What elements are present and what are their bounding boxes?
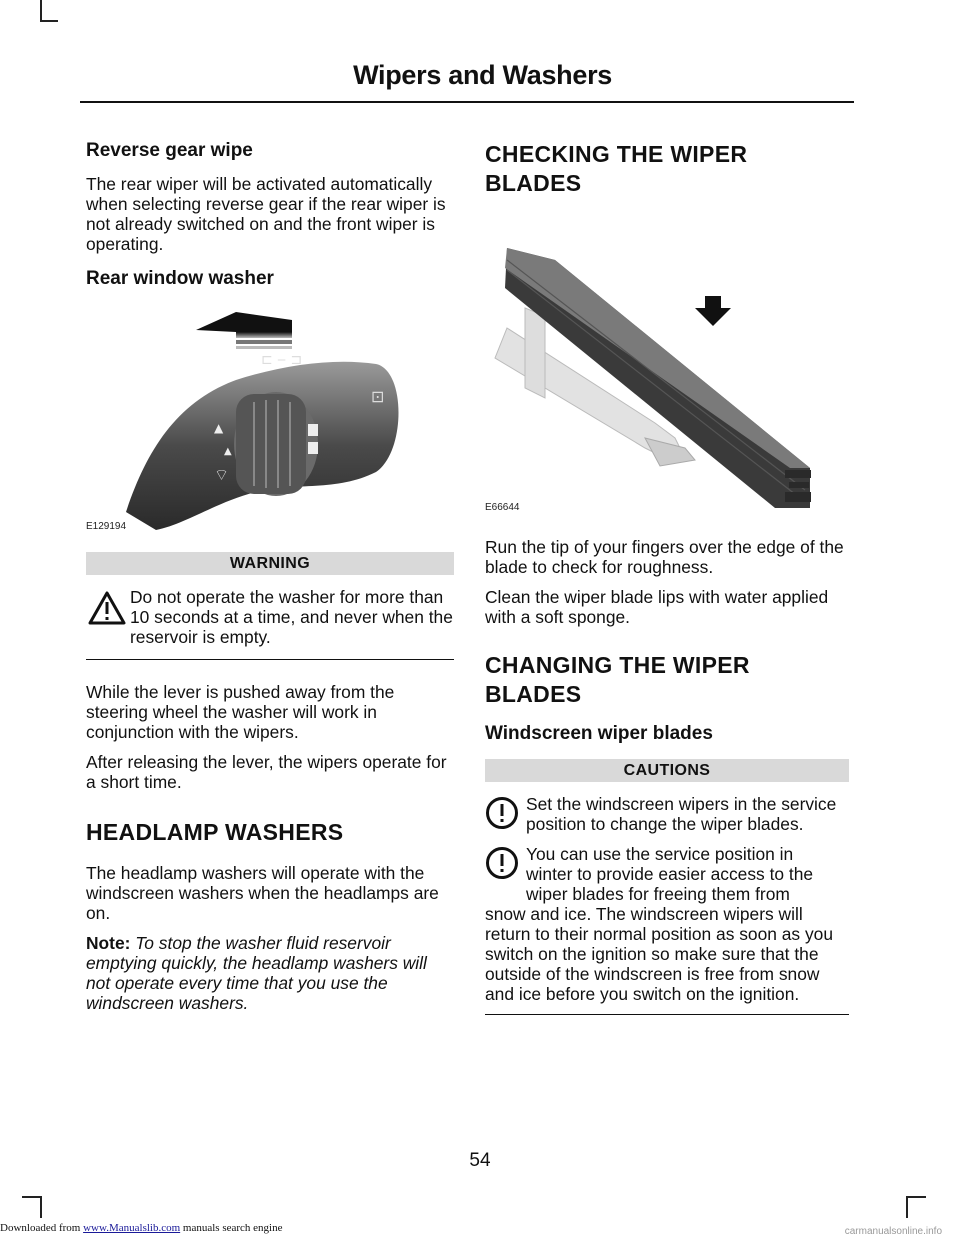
cautions-title-bar: CAUTIONS	[485, 759, 849, 782]
warning-title-bar: WARNING	[86, 552, 454, 575]
header-rule	[80, 101, 854, 103]
left-column	[86, 140, 454, 1023]
wiper-lever-illustration	[86, 302, 454, 532]
washer-text-2: After releasing the lever, the wipers operate for a short time.	[86, 752, 447, 792]
rear-washer-heading: Rear window washer	[86, 268, 274, 289]
figure-code: E66644	[485, 502, 520, 513]
headlamp-washers-heading: HEADLAMP WASHERS	[86, 819, 344, 845]
page-title: Wipers and Washers	[353, 60, 612, 90]
warning-triangle-icon	[88, 591, 126, 625]
reverse-gear-text: The rear wiper will be activated automatically when selecting reverse gear if the rear wiper is not already switched on and the front wiper is operating.	[86, 174, 446, 254]
warning-rule	[86, 659, 454, 660]
note	[86, 933, 454, 1013]
caution-text-1: Set the windscreen wipers in the service position to change the wiper blades.	[526, 794, 837, 834]
svg-text:▲: ▲	[214, 421, 224, 435]
crop-mark	[22, 1196, 42, 1198]
footer-prefix: Downloaded from	[0, 1222, 84, 1234]
right-column	[485, 140, 849, 1037]
footer	[0, 1222, 282, 1234]
note-label: Note:	[86, 933, 131, 953]
svg-text:⌔: ⌔	[214, 465, 230, 484]
svg-text:⊏ ‒ ⊐: ⊏ ‒ ⊐	[261, 352, 303, 368]
reverse-gear-heading: Reverse gear wipe	[86, 140, 253, 161]
caution-text-2-line3: wiper blades for freeing them from	[526, 884, 790, 904]
svg-text:▲: ▲	[224, 446, 232, 457]
crop-mark	[40, 20, 58, 22]
cautions-rule	[485, 1014, 849, 1015]
wiper-blade-illustration	[485, 208, 849, 513]
svg-text:⊡: ⊡	[371, 387, 385, 406]
page-number: 54	[469, 1150, 491, 1171]
changing-heading-line2: BLADES	[485, 681, 582, 707]
caution-exclamation-icon	[485, 846, 519, 880]
wiper-blade-figure	[485, 208, 849, 513]
caution-item-2	[485, 844, 849, 1004]
washer-text-1: While the lever is pushed away from the steering wheel the washer will work in conjunction with the wipers.	[86, 682, 395, 742]
checking-heading-line2: BLADES	[485, 170, 582, 196]
crop-mark	[40, 1196, 42, 1218]
crop-mark	[906, 1196, 926, 1198]
caution-item-1	[485, 794, 849, 834]
footer-suffix: manuals search engine	[180, 1222, 283, 1234]
caution-text-2-rest: snow and ice. The windscreen wipers will return to their normal position as soon as you switch on the ignition so make sure that the outside of the windscreen is free from snow and ice before you switch on the ignition.	[485, 904, 833, 1004]
warning-text: Do not operate the washer for more than 10 seconds at a time, and never when the reservoir is empty.	[130, 587, 453, 647]
watermark: carmanualsonline.info	[844, 1226, 942, 1237]
check-text-1: Run the tip of your fingers over the edge of the blade to check for roughness.	[485, 537, 844, 577]
wiper-lever-figure	[86, 302, 454, 532]
crop-mark	[40, 0, 42, 22]
crop-mark	[906, 1196, 908, 1218]
note-text: To stop the washer fluid reservoir emptying quickly, the headlamp washers will not operate every time that you use the windscreen washers.	[86, 933, 427, 1013]
down-arrow-icon	[695, 296, 731, 326]
caution-text-2-line1: You can use the service position in	[526, 844, 794, 864]
headlamp-text: The headlamp washers will operate with the windscreen washers when the headlamps are on.	[86, 863, 439, 923]
warning-block	[86, 587, 454, 647]
windscreen-blades-heading: Windscreen wiper blades	[485, 723, 713, 744]
check-text-2: Clean the wiper blade lips with water applied with a soft sponge.	[485, 587, 829, 627]
checking-heading-line1: CHECKING THE WIPER	[485, 141, 748, 167]
manualslib-link[interactable]: www.Manualslib.com	[83, 1222, 181, 1234]
caution-text-2a	[485, 844, 849, 904]
caution-exclamation-icon	[485, 796, 519, 830]
figure-code: E129194	[86, 521, 127, 532]
caution-text-2-line2: winter to provide easier access to the	[526, 864, 814, 884]
changing-heading-line1: CHANGING THE WIPER	[485, 652, 750, 678]
